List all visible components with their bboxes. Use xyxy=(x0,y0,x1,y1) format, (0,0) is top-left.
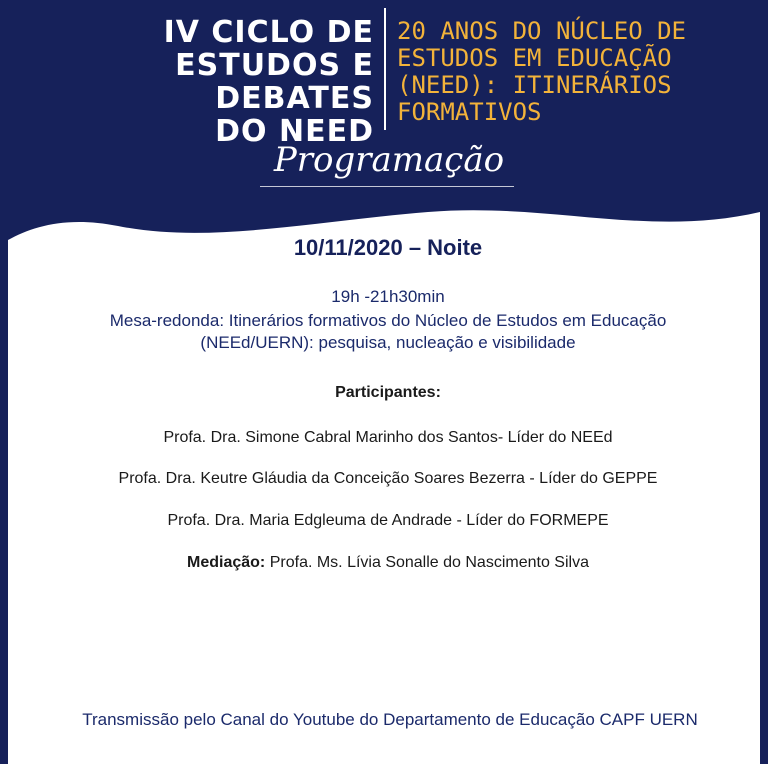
participant-item: Profa. Dra. Maria Edgleuma de Andrade - Líder do FORMEPE xyxy=(167,512,609,529)
event-topic-line-1: Mesa-redonda: Itinerários formativos do Núcleo de Estudos em Educação xyxy=(109,311,667,330)
mediation-name: Profa. Ms. Lívia Sonalle do Nascimento Silva xyxy=(269,554,589,571)
event-theme-title: 20 ANOS DO NÚCLEO DE ESTUDOS EM EDUCAÇÃO (NEED): ITINERÁRIOS FORMATIVOS xyxy=(397,17,686,126)
event-series-title: IV CICLO DE ESTUDOS E DEBATES DO NEED xyxy=(163,15,374,149)
participants-heading: Participantes: xyxy=(335,384,441,401)
event-time: 19h -21h30min xyxy=(331,287,445,306)
participant-item: Profa. Dra. Simone Cabral Marinho dos Santos- Líder do NEEd xyxy=(163,429,613,446)
programme-content xyxy=(8,0,760,764)
poster xyxy=(8,0,760,764)
mediation-line xyxy=(8,551,760,574)
mediation-label: Mediação: xyxy=(187,554,266,571)
event-date: 10/11/2020 – Noite xyxy=(293,235,483,260)
broadcast-info: Transmissão pelo Canal do Youtube do Departamento de Educação CAPF UERN xyxy=(82,710,698,729)
participant-item: Profa. Dra. Keutre Gláudia da Conceição Soares Bezerra - Líder do GEPPE xyxy=(118,470,658,487)
programacao-script-title: Programação xyxy=(273,140,505,180)
event-topic-line-2: (NEEd/UERN): pesquisa, nucleação e visibilidade xyxy=(200,333,576,352)
